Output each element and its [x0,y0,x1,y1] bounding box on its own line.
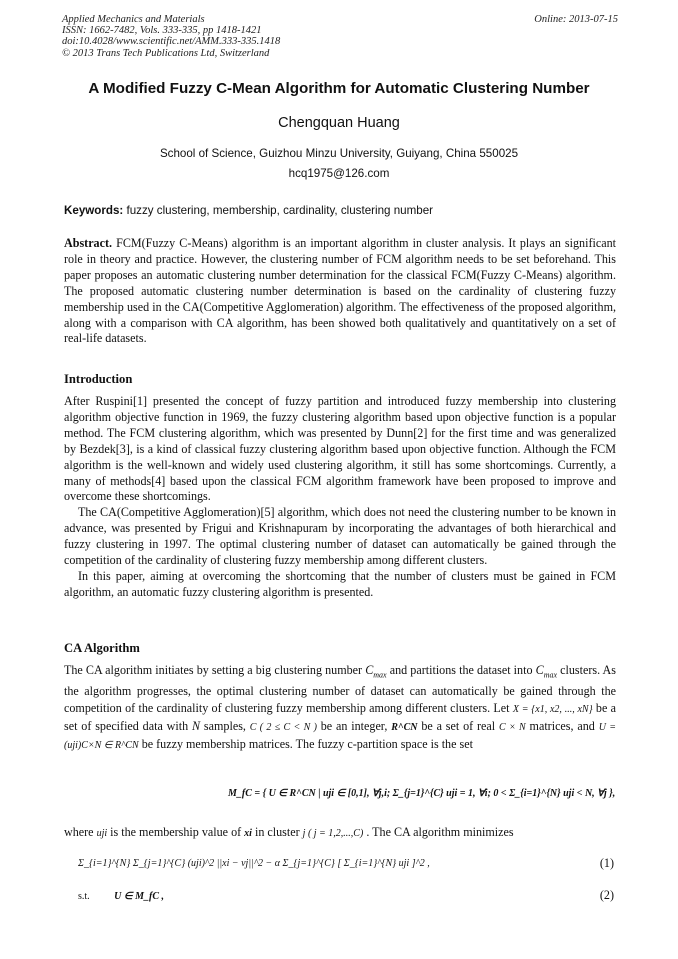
ca-text: samples, [200,719,250,734]
dataset-set-math: X = {x1, x2, ..., xN} [512,704,593,716]
eq2-expression: U ∈ M_fC , [114,891,164,902]
ca-text: be a set of specified data with [64,701,616,734]
ca-text: matrices, and [525,719,599,734]
ca-text: and partitions the dataset into [386,663,536,677]
intro-paragraph-3: In this paper, aiming at overcoming the shortcoming that the number of clusters must be gained in FCM algorithm, an automatic fuzzy clustering algorithm is presented. [64,568,616,599]
introduction-heading: Introduction [64,372,133,386]
abstract-label: Abstract. [64,236,113,250]
ca-continued [64,825,616,842]
n-symbol: N [192,719,201,734]
equation-number-1: (1) [599,856,614,870]
eq1-expression: Σ_{i=1}^{N} Σ_{j=1}^{C} (uji)^2 ||xi − vj||^2 − α Σ_{j=1}^{C} [ Σ_{i=1}^{N} uji ]^2 , [78,858,430,869]
cmax-symbol [535,663,558,680]
constraint-equation [78,891,164,902]
objective-function-equation [78,858,430,869]
u-matrix-math: U = (uji)C×N ∈ R^CN [64,722,616,752]
ca-algorithm-body [64,662,616,754]
ca-text: clusters. As the algorithm progresses, the optimal clustering number of dataset can automatically be gained through the competition of the cardinality of clustering fuzzy membership among different clusters. Let [64,663,617,716]
equation-number-2: (2) [599,888,614,902]
abstract-text: FCM(Fuzzy C-Means) algorithm is an important algorithm in cluster analysis. It plays an significant role in theory and practice. However, the clustering number of FCM algorithm needs to be set beforehand. This paper proposes an automatic clustering number determination for the classical FCM(Fuzzy C-Means) algorithm. The proposed automatic clustering number determination is based on the cardinality of clustering fuzzy membership used in the CA(Competitive Agglomeration) algorithm. The effectiveness of the proposed algorithm, along with a comparison with CA algorithm, has been showed both qualitatively and quantitatively on a set of real-life datasets. [64,236,616,346]
affiliation: School of Science, Guizhou Minzu University, Guiyang, China 550025 [159,147,519,160]
keywords [64,204,616,217]
j-range-math: j ( j = 1,2,...,C) [302,828,364,839]
rcn-math: R^CN [391,722,418,734]
issn-line: ISSN: 1662-7482, Vols. 333-335, pp 1418-1421 [62,25,262,37]
fuzzy-partition-space-equation [228,788,615,799]
ca-text: be an integer, [316,719,392,734]
ca-text: The CA algorithm initiates by setting a big clustering number [64,663,366,677]
cmax-letter: C [365,663,374,677]
doi-line: doi:10.4028/www.scientific.net/AMM.333-335.1418 [62,36,281,48]
mfc-expression: M_fC = { U ∈ R^CN | uji ∈ [0,1], ∀j,i; Σ_{j=1}^{C} uji = 1, ∀i; 0 < Σ_{i=1}^{N} uji < N, ∀j }, [228,788,616,799]
author-name: Chengquan Huang [278,115,400,131]
ca-text: in cluster [251,825,303,839]
author-email: hcq1975@126.com [288,167,390,180]
ca-text: be fuzzy membership matrices. The fuzzy c-partition space is the set [138,737,473,752]
uji-math: uji [96,828,108,839]
ca-text: . The CA algorithm minimizes [363,825,514,839]
paper-title: A Modified Fuzzy C-Mean Algorithm for Automatic Clustering Number [88,80,590,97]
keywords-label: Keywords: [64,204,124,217]
journal-name: Applied Mechanics and Materials [62,14,205,25]
xi-math: xi [244,828,252,839]
cmax-symbol [365,663,387,680]
introduction-body [64,394,616,601]
journal-header [62,14,618,59]
cmax-subscript: max [373,670,387,680]
cmax-letter: C [535,663,544,677]
ca-text: be a set of real [417,719,499,734]
cmax-subscript: max [543,670,558,680]
intro-paragraph-2: The CA(Competitive Agglomeration)[5] algorithm, which does not need the clustering number to be known in advance, was presented by Frigui and Krishnapuram by incorporating the advantages of both hierarchical and fuzzy clustering in 1997. The optimal clustering number of dataset can automatically be gained through the competition of the cardinality of clustering fuzzy membership among different clusters. [64,505,616,568]
ca-text: where [64,825,97,839]
abstract [64,236,616,347]
keywords-text: fuzzy clustering, membership, cardinality, clustering number [123,204,434,217]
c-range-math: C ( 2 ≤ C < N ) [249,722,317,734]
online-date: Online: 2013-07-15 [534,14,618,25]
ca-text: is the membership value of [107,825,245,839]
copyright-line: © 2013 Trans Tech Publications Ltd, Switzerland [62,47,270,59]
ca-algorithm-heading: CA Algorithm [64,641,140,655]
c-times-n-math: C × N [498,722,526,734]
st-label: s.t. [78,891,90,902]
intro-paragraph-1: After Ruspini[1] presented the concept of fuzzy partition and introduced fuzzy membership into clustering algorithm objective function in 1969, the fuzzy clustering algorithm based upon objective function is a popular method. The FCM clustering algorithm, which was presented by Dunn[2] for the first time and was generalized by Bezdek[3], is a kind of classical fuzzy clustering algorithm based upon objective function. Although the FCM algorithm is the well-known and widely used clustering algorithm, it still has some shortcomings. Currently, a many of methods[4] based upon the classical FCM algorithm framework have been proposed to improve and overcome these shortcomings. [64,394,616,504]
